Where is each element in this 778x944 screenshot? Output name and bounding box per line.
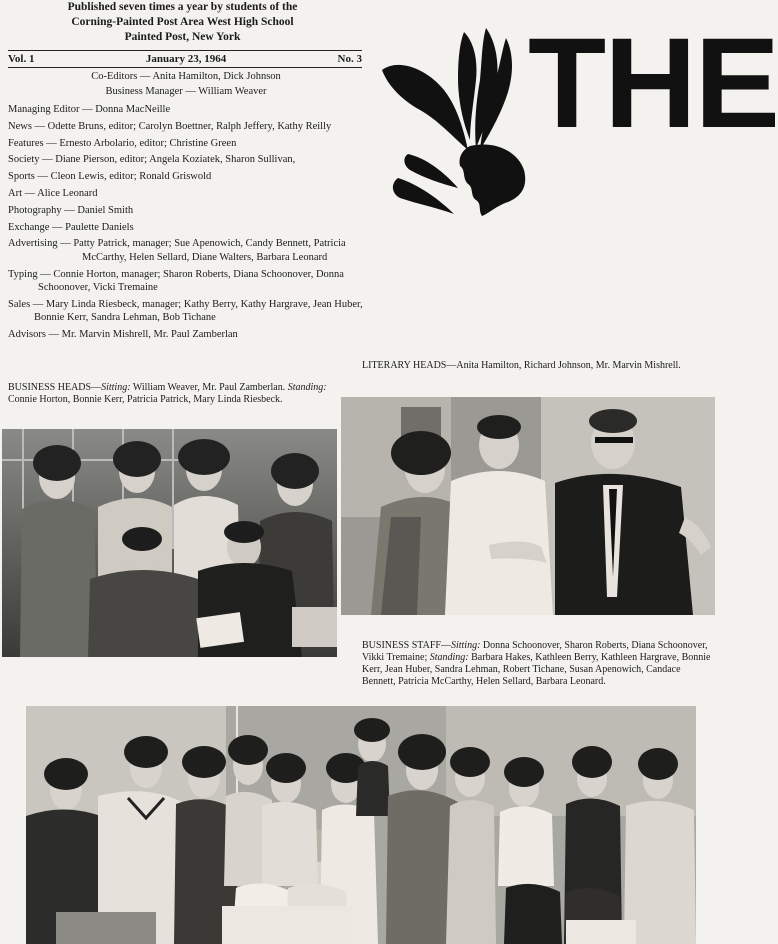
caption-sitting: Sitting:	[101, 382, 131, 393]
caption-text: Barbara Hakes, Kathleen Berry, Kathleen Hargrave, Bonnie Kerr, Jean Huber, Sandra Lehman, Robert Tichane, Susan Apenowich, Candace Bennett, Patricia McCarthy, Helen Sellard, Barbara Leonard.	[362, 652, 711, 687]
winged-head-logo	[378, 28, 528, 218]
school-name: Corning-Painted Post Area West High School	[71, 16, 294, 28]
caption-standing: Standing:	[287, 382, 327, 393]
business-staff-caption: BUSINESS STAFF—Sitting: Donna Schoonover, Sharon Roberts, Diana Schoonover, Vikki Tremaine; Standing: Barbara Hakes, Kathleen Berry, Kathleen Hargrave, Bonnie Kerr, Jean Huber, Sandra Lehman, Robert Tichane, Susan Apenowich, Candace Bennett, Patricia McCarthy, Helen Sellard, Barbara Leonard.	[362, 640, 711, 687]
caption-text: Connie Horton, Bonnie Kerr, Patricia Patrick, Mary Linda Riesbeck.	[8, 394, 283, 405]
staff-sales: Sales — Mary Linda Riesbeck, manager; Kathy Berry, Kathy Hargrave, Jean Huber, Bonnie Kerr, Sandra Lehman, Bob Tichane	[8, 298, 363, 324]
staff-co-editors: Co-Editors — Anita Hamilton, Dick Johnson	[91, 71, 281, 82]
winged-head-icon	[378, 28, 528, 218]
school-location: Painted Post, New York	[124, 31, 241, 43]
staff-photography: Photography — Daniel Smith	[8, 204, 134, 216]
issue-number: No. 3	[337, 53, 362, 65]
literary-heads-photo	[341, 397, 715, 615]
caption-standing: Standing:	[429, 652, 469, 663]
staff-art: Art — Alice Leonard	[8, 187, 98, 199]
issue-date: January 23, 1964	[145, 53, 227, 65]
masthead-title: THE	[528, 12, 778, 155]
caption-label: BUSINESS HEADS	[8, 382, 92, 393]
business-heads-caption: BUSINESS HEADS—Sitting: William Weaver, Mr. Paul Zamberlan. Standing: Connie Horton, Bonnie Kerr, Patricia Patrick, Mary Linda Riesbeck.	[8, 382, 327, 405]
staff-advisors: Advisors — Mr. Marvin Mishrell, Mr. Paul Zamberlan	[8, 329, 238, 341]
caption-label: BUSINESS STAFF	[362, 640, 441, 651]
literary-heads-caption: LITERARY HEADS—Anita Hamilton, Richard Johnson, Mr. Marvin Mishrell.	[362, 360, 681, 371]
publication-info	[0, 0, 365, 45]
business-heads-photo	[2, 429, 337, 657]
caption-text: Anita Hamilton, Richard Johnson, Mr. Marvin Mishrell.	[456, 360, 681, 371]
staff-exchange: Exchange — Paulette Daniels	[8, 221, 134, 233]
staff-features: Features — Ernesto Arbolario, editor; Christine Green	[8, 137, 237, 149]
staff-news: News — Odette Bruns, editor; Carolyn Boettner, Ralph Jeffery, Kathy Reilly	[8, 120, 332, 132]
staff-typing: Typing — Connie Horton, manager; Sharon Roberts, Diana Schoonover, Donna Schoonover, Vicki Tremaine	[8, 268, 344, 294]
staff-society: Society — Diane Pierson, editor; Angela Koziatek, Sharon Sullivan,	[8, 154, 296, 166]
business-staff-photo	[26, 706, 696, 944]
staff-sports: Sports — Cleon Lewis, editor; Ronald Griswold	[8, 171, 212, 183]
caption-sitting: Sitting:	[450, 640, 481, 651]
staff-business-manager: Business Manager — William Weaver	[105, 85, 267, 97]
staff-managing-editor: Managing Editor — Donna MacNeille	[8, 104, 171, 115]
caption-label: LITERARY HEADS	[362, 360, 447, 371]
caption-text: Donna Schoonover, Sharon Roberts, Diana Schoonover, Vikki Tremaine;	[362, 640, 708, 663]
publication-line: Published seven times a year by students of the	[67, 1, 298, 13]
caption-text: William Weaver, Mr. Paul Zamberlan.	[132, 382, 286, 393]
volume-bar	[8, 50, 362, 68]
staff-list	[8, 70, 364, 345]
staff-advertising: Advertising — Patty Patrick, manager; Sue Apenowich, Candy Bennett, Patricia McCarthy, Helen Sellard, Diane Walters, Barbara Leonard	[8, 238, 346, 263]
volume-number: Vol. 1	[8, 53, 35, 65]
